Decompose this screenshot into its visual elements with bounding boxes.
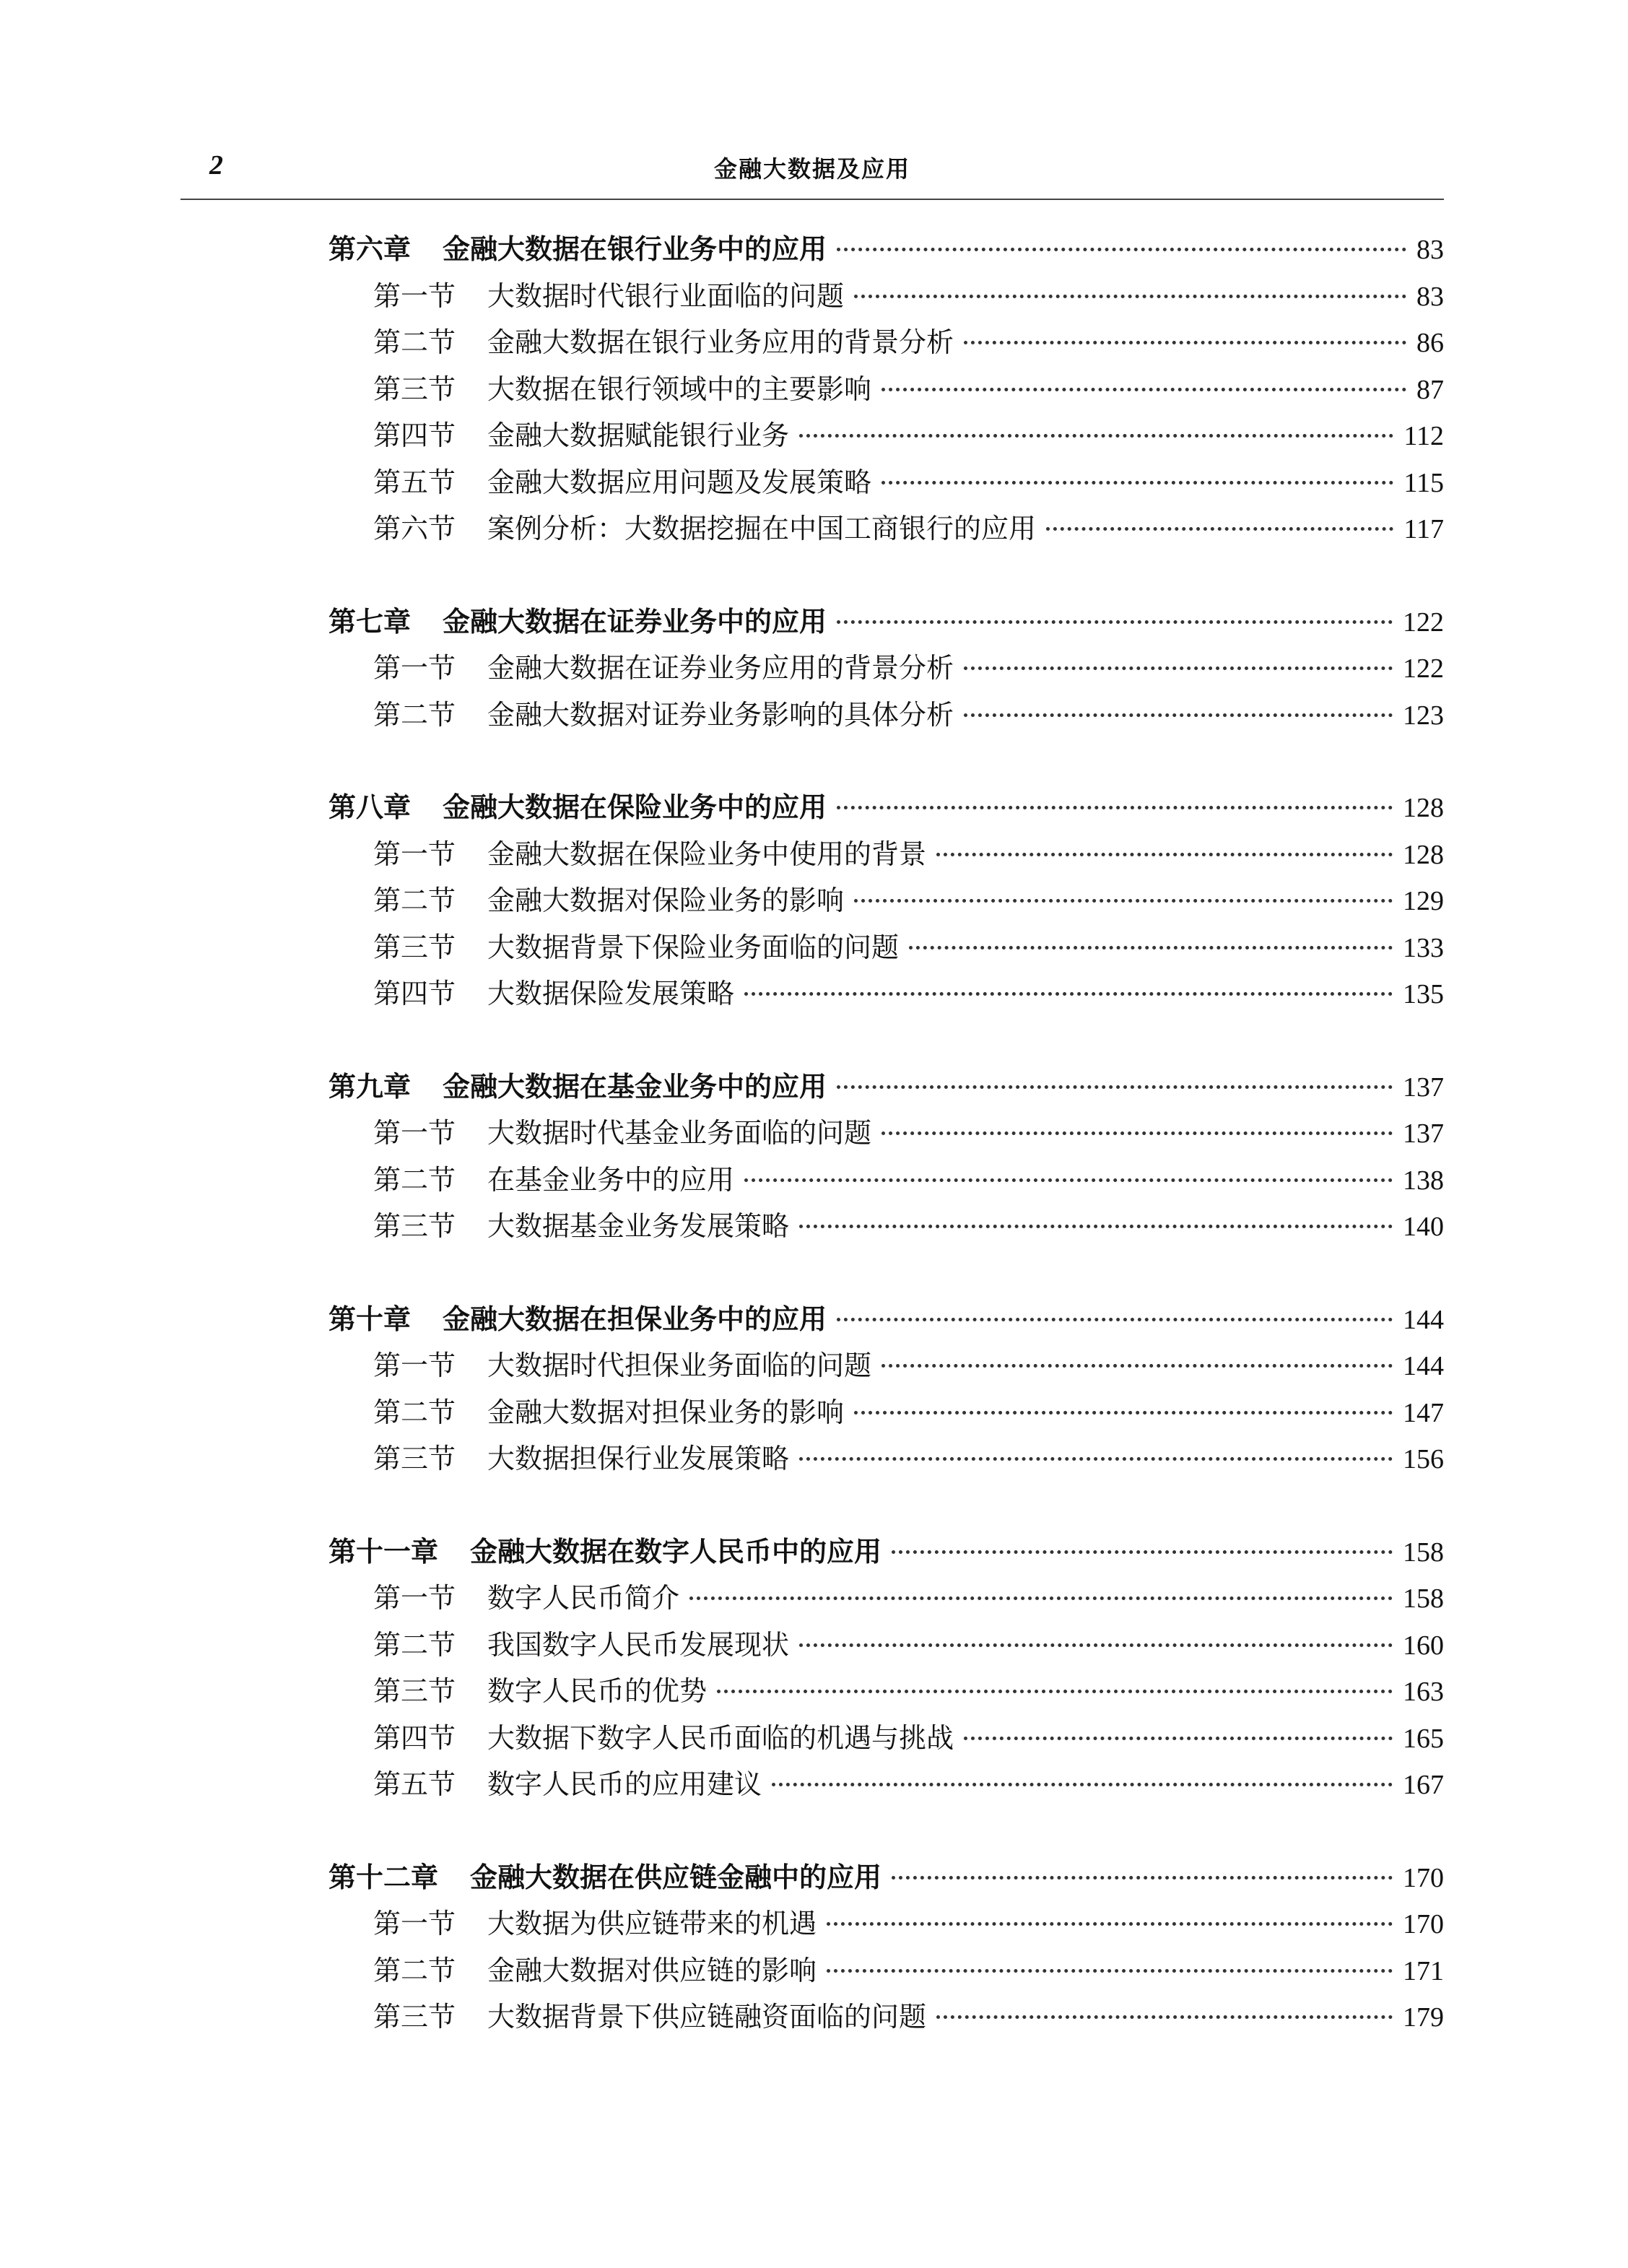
dot-leader [837, 620, 1393, 624]
page-ref: 115 [1403, 467, 1444, 498]
section-number: 第二节 [373, 1163, 456, 1196]
dot-leader [882, 1131, 1393, 1135]
page-ref: 170 [1403, 1909, 1444, 1939]
chapter-entry[interactable] [328, 784, 1444, 831]
section-title: 大数据背景下供应链融资面临的问题 [487, 2001, 927, 2033]
section-entry[interactable] [328, 1110, 1444, 1157]
dot-leader [854, 1411, 1393, 1415]
section-number: 第四节 [373, 1721, 456, 1754]
chapter-number: 第十一章 [328, 1535, 439, 1568]
chapter-number: 第六章 [328, 233, 412, 265]
page-ref: 163 [1403, 1677, 1444, 1707]
running-header [180, 141, 1444, 200]
section-number: 第二节 [373, 326, 456, 358]
section-title: 大数据为供应链带来的机遇 [487, 1908, 817, 1939]
dot-leader [854, 899, 1393, 903]
section-number: 第三节 [373, 1210, 456, 1242]
chapter-entry[interactable] [328, 1529, 1444, 1576]
chapter-number: 第十章 [328, 1303, 412, 1335]
page-ref: 147 [1403, 1397, 1444, 1428]
page-ref: 87 [1416, 374, 1444, 405]
section-number: 第一节 [373, 279, 456, 312]
dot-leader [837, 1318, 1393, 1321]
section-entry[interactable] [328, 970, 1444, 1017]
section-number: 第三节 [373, 1443, 456, 1474]
dot-leader [964, 713, 1393, 717]
chapter-number: 第九章 [328, 1070, 412, 1103]
section-title: 金融大数据在证券业务应用的背景分析 [487, 652, 954, 684]
dot-leader [1046, 527, 1393, 531]
dot-leader [882, 481, 1393, 485]
dot-leader [799, 1643, 1393, 1647]
chapter-entry[interactable] [328, 1064, 1444, 1111]
section-number: 第一节 [373, 838, 456, 870]
dot-leader [936, 2015, 1393, 2019]
page-ref: 170 [1403, 1862, 1444, 1893]
section-title: 大数据保险发展策略 [487, 978, 735, 1009]
dot-leader [837, 1085, 1393, 1089]
page-ref: 117 [1403, 514, 1444, 544]
section-entry[interactable] [328, 1389, 1444, 1436]
section-number: 第二节 [373, 1628, 456, 1661]
section-title: 金融大数据对证券业务影响的具体分析 [487, 698, 954, 731]
chapter-block [328, 1854, 1444, 2041]
dot-leader [799, 1457, 1393, 1461]
section-title: 在基金业务中的应用 [487, 1163, 735, 1196]
page-ref: 112 [1403, 421, 1444, 451]
section-number: 第四节 [373, 420, 456, 451]
section-entry[interactable] [328, 1575, 1444, 1622]
dot-leader [744, 992, 1393, 996]
section-entry[interactable] [328, 366, 1444, 413]
section-number: 第三节 [373, 373, 456, 405]
dot-leader [799, 1225, 1393, 1228]
section-number: 第一节 [373, 652, 456, 684]
section-number: 第三节 [373, 1675, 456, 1707]
chapter-title: 金融大数据在数字人民币中的应用 [470, 1535, 882, 1568]
section-title: 大数据基金业务发展策略 [487, 1210, 790, 1242]
page-ref: 138 [1403, 1165, 1444, 1196]
section-entry[interactable] [328, 1622, 1444, 1669]
section-entry[interactable] [328, 459, 1444, 506]
dot-leader [882, 388, 1406, 391]
section-entry[interactable] [328, 692, 1444, 739]
section-entry[interactable] [328, 1435, 1444, 1482]
section-title: 金融大数据在银行业务应用的背景分析 [487, 326, 954, 358]
chapter-entry[interactable] [328, 226, 1444, 273]
section-entry[interactable] [328, 1668, 1444, 1715]
page-ref: 83 [1416, 281, 1444, 312]
section-title: 大数据时代银行业面临的问题 [487, 279, 845, 312]
section-number: 第二节 [373, 885, 456, 916]
chapter-block [328, 599, 1444, 739]
section-entry[interactable] [328, 645, 1444, 692]
page-ref: 160 [1403, 1630, 1444, 1661]
section-title: 我国数字人民币发展现状 [487, 1628, 790, 1661]
section-entry[interactable] [328, 505, 1444, 552]
section-number: 第一节 [373, 1117, 456, 1149]
dot-leader [717, 1690, 1393, 1693]
section-title: 大数据在银行领域中的主要影响 [487, 373, 872, 405]
chapter-number: 第八章 [328, 791, 412, 823]
dot-leader [882, 1364, 1393, 1368]
section-number: 第二节 [373, 1954, 456, 1986]
section-entry[interactable] [328, 1715, 1444, 1762]
page-ref: 122 [1403, 607, 1444, 638]
section-number: 第一节 [373, 1350, 456, 1381]
dot-leader [772, 1783, 1393, 1786]
section-title: 大数据时代担保业务面临的问题 [487, 1350, 872, 1381]
page-ref: 165 [1403, 1723, 1444, 1754]
section-title: 大数据下数字人民币面临的机遇与挑战 [487, 1721, 954, 1754]
section-title: 数字人民币简介 [487, 1582, 680, 1614]
dot-leader [936, 853, 1393, 856]
section-title: 金融大数据对保险业务的影响 [487, 885, 845, 916]
section-number: 第一节 [373, 1582, 456, 1614]
dot-leader [799, 434, 1393, 438]
section-number: 第五节 [373, 466, 456, 498]
section-entry[interactable] [328, 1157, 1444, 1204]
section-title: 大数据时代基金业务面临的问题 [487, 1117, 872, 1149]
chapter-title: 金融大数据在供应链金融中的应用 [470, 1861, 882, 1893]
section-title: 大数据背景下保险业务面临的问题 [487, 931, 900, 963]
dot-leader [689, 1596, 1393, 1600]
chapter-title: 金融大数据在基金业务中的应用 [443, 1070, 827, 1103]
section-number: 第四节 [373, 978, 456, 1009]
dot-leader [964, 666, 1393, 670]
dot-leader [892, 1550, 1393, 1554]
page-ref: 83 [1416, 235, 1444, 265]
section-entry[interactable] [328, 1947, 1444, 1994]
chapter-number: 第七章 [328, 605, 412, 638]
section-number: 第二节 [373, 698, 456, 731]
chapter-entry[interactable] [328, 1296, 1444, 1343]
section-title: 金融大数据对供应链的影响 [487, 1954, 817, 1986]
section-title: 大数据担保行业发展策略 [487, 1443, 790, 1474]
chapter-block [328, 1064, 1444, 1250]
section-entry[interactable] [328, 1900, 1444, 1947]
page-number: 2 [209, 150, 223, 181]
section-number: 第三节 [373, 2001, 456, 2033]
page-ref: 158 [1403, 1537, 1444, 1568]
section-number: 第一节 [373, 1908, 456, 1939]
section-entry[interactable] [328, 1203, 1444, 1250]
section-entry[interactable] [328, 924, 1444, 971]
dot-leader [837, 806, 1393, 809]
section-title: 金融大数据对担保业务的影响 [487, 1396, 845, 1428]
page-ref: 144 [1403, 1304, 1444, 1335]
page-ref: 129 [1403, 886, 1444, 916]
dot-leader [744, 1178, 1393, 1182]
chapter-block [328, 226, 1444, 552]
section-entry[interactable] [328, 877, 1444, 924]
page-ref: 137 [1403, 1118, 1444, 1149]
dot-leader [837, 248, 1406, 251]
dot-leader [964, 1737, 1393, 1740]
page-ref: 128 [1403, 793, 1444, 823]
page-ref: 179 [1403, 2002, 1444, 2033]
dot-leader [964, 341, 1406, 344]
dot-leader [909, 946, 1393, 950]
page-ref: 123 [1403, 700, 1444, 731]
section-entry[interactable] [328, 412, 1444, 459]
section-number: 第三节 [373, 931, 456, 963]
dot-leader [827, 1969, 1393, 1973]
dot-leader [892, 1876, 1393, 1880]
section-title: 数字人民币的优势 [487, 1675, 708, 1707]
page-ref: 167 [1403, 1770, 1444, 1800]
section-number: 第六节 [373, 513, 456, 544]
page-ref: 137 [1403, 1072, 1444, 1103]
page-ref: 158 [1403, 1583, 1444, 1614]
chapter-title: 金融大数据在保险业务中的应用 [443, 791, 827, 823]
section-title: 案例分析：大数据挖掘在中国工商银行的应用 [487, 513, 1037, 544]
chapter-title: 金融大数据在担保业务中的应用 [443, 1303, 827, 1335]
chapter-block [328, 1529, 1444, 1808]
page-ref: 133 [1403, 932, 1444, 963]
section-entry[interactable] [328, 319, 1444, 366]
section-number: 第二节 [373, 1396, 456, 1428]
section-entry[interactable] [328, 831, 1444, 878]
chapter-entry[interactable] [328, 599, 1444, 646]
section-entry[interactable] [328, 273, 1444, 320]
section-entry[interactable] [328, 1342, 1444, 1389]
chapter-block [328, 1296, 1444, 1482]
chapter-entry[interactable] [328, 1854, 1444, 1901]
page-ref: 156 [1403, 1444, 1444, 1474]
section-entry[interactable] [328, 1761, 1444, 1808]
table-of-contents [328, 226, 1444, 2087]
page-ref: 135 [1403, 979, 1444, 1009]
section-title: 金融大数据赋能银行业务 [487, 420, 790, 451]
chapter-title: 金融大数据在银行业务中的应用 [443, 233, 827, 265]
chapter-block [328, 784, 1444, 1017]
section-title: 金融大数据应用问题及发展策略 [487, 466, 872, 498]
section-title: 金融大数据在保险业务中使用的背景 [487, 838, 927, 870]
page-ref: 144 [1403, 1351, 1444, 1381]
page-ref: 122 [1403, 653, 1444, 684]
page-ref: 86 [1416, 328, 1444, 358]
page-ref: 128 [1403, 839, 1444, 870]
book-title: 金融大数据及应用 [713, 155, 910, 183]
dot-leader [854, 295, 1406, 298]
section-number: 第五节 [373, 1768, 456, 1800]
section-entry[interactable] [328, 1994, 1444, 2041]
chapter-number: 第十二章 [328, 1861, 439, 1893]
section-title: 数字人民币的应用建议 [487, 1768, 762, 1800]
chapter-title: 金融大数据在证券业务中的应用 [443, 605, 827, 638]
page-ref: 171 [1403, 1955, 1444, 1986]
page-ref: 140 [1403, 1212, 1444, 1242]
dot-leader [827, 1922, 1393, 1926]
